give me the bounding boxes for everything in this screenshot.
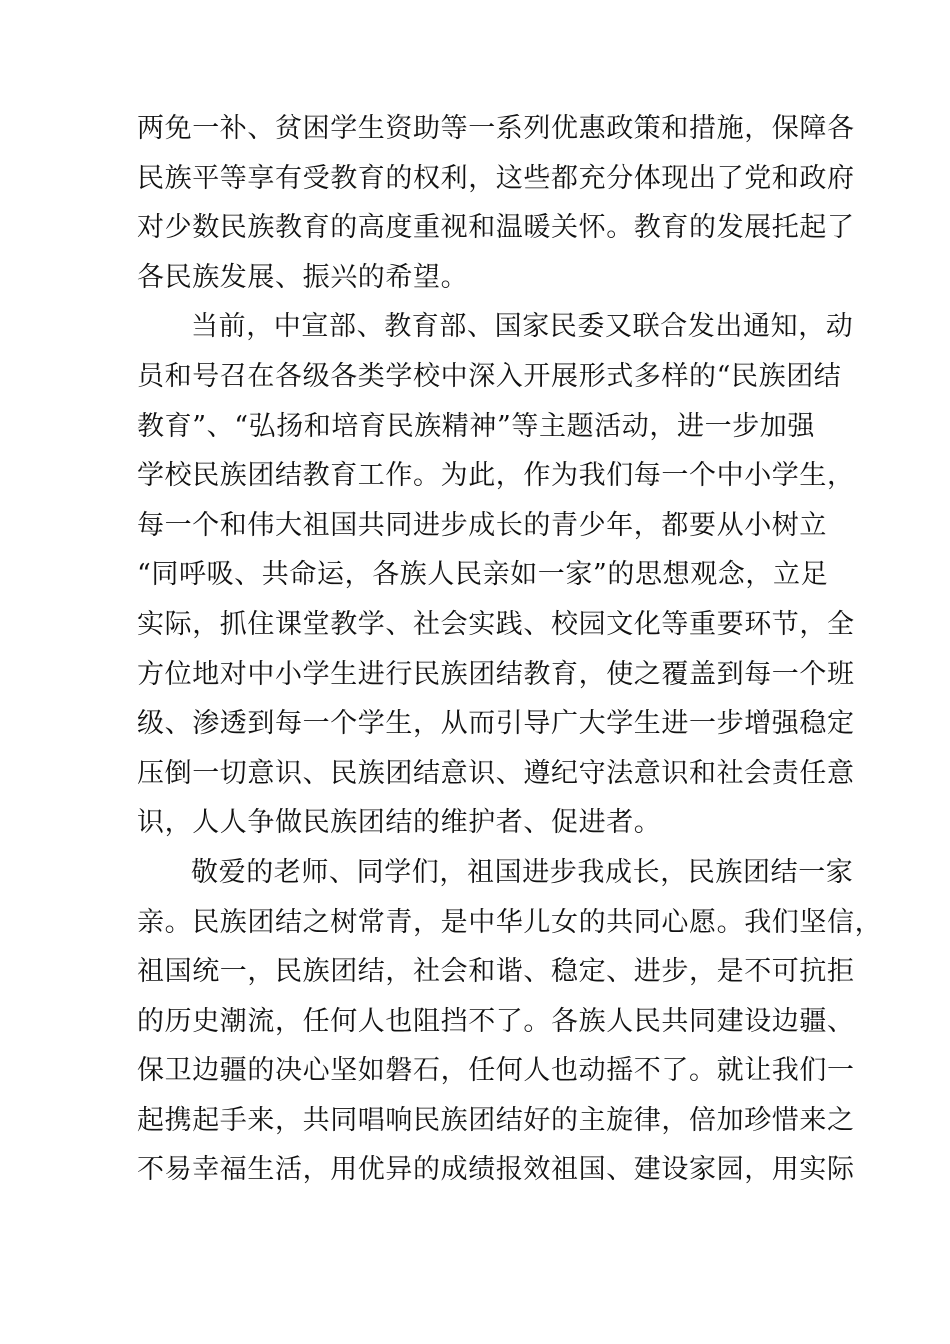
- text-line: 每一个和伟大祖国共同进步成长的青少年，都要从小树立: [137, 509, 827, 541]
- body-text: [137, 104, 883, 1195]
- paragraph-first-line: 当前，中宣部、教育部、国家民委又联合发出通知，动: [191, 311, 854, 343]
- text-line: 的历史潮流，任何人也阻挡不了。各族人民共同建设边疆、: [137, 1005, 855, 1037]
- text-line: 方位地对中小学生进行民族团结教育，使之覆盖到每一个班: [137, 658, 855, 690]
- paragraph-first-line: 敬爱的老师、同学们，祖国进步我成长，民族团结一家: [191, 856, 854, 888]
- text-line: 识，人人争做民族团结的维护者、促进者。: [137, 807, 662, 839]
- text-line: 压倒一切意识、民族团结意识、遵纪守法意识和社会责任意: [137, 757, 855, 789]
- text-line: 级、渗透到每一个学生，从而引导广大学生进一步增强稳定: [137, 708, 855, 740]
- text-line: 保卫边疆的决心坚如磐石，任何人也动摇不了。就让我们一: [137, 1055, 855, 1087]
- text-line: 不易幸福生活，用优异的成绩报效祖国、建设家园，用实际: [137, 1154, 855, 1186]
- text-line: 员和号召在各级各类学校中深入开展形式多样的“民族团结: [137, 360, 842, 392]
- text-line: 亲。民族团结之树常青，是中华儿女的共同心愿。我们坚信，: [137, 906, 883, 938]
- text-line: 实际，抓住课堂教学、社会实践、校园文化等重要环节，全: [137, 608, 855, 640]
- text-line: 对少数民族教育的高度重视和温暖关怀。教育的发展托起了: [137, 212, 855, 244]
- text-line: “同呼吸、共命运，各族人民亲如一家”的思想观念，立足: [137, 559, 829, 591]
- text-line: 两免一补、贫困学生资助等一系列优惠政策和措施，保障各: [137, 113, 855, 144]
- text-line: 教育”、“弘扬和培育民族精神”等主题活动，进一步加强: [137, 410, 816, 442]
- text-line: 民族平等享有受教育的权利，这些都充分体现出了党和政府: [137, 162, 855, 194]
- text-line: 起携起手来，共同唱响民族团结好的主旋律，倍加珍惜来之: [137, 1104, 855, 1136]
- text-line: 学校民族团结教育工作。为此，作为我们每一个中小学生，: [137, 460, 855, 492]
- text-line: 祖国统一，民族团结，社会和谐、稳定、进步，是不可抗拒: [137, 956, 855, 988]
- text-line: 各民族发展、振兴的希望。: [137, 261, 469, 293]
